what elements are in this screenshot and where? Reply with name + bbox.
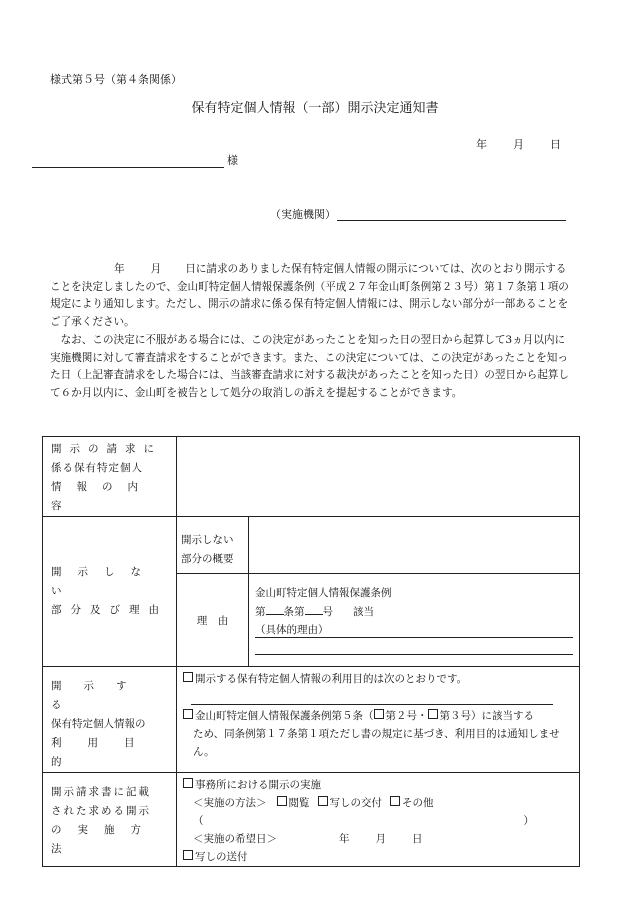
label-undisclosed-summary: 開示しない 部分の概要 [177,517,249,574]
item-3-checkbox[interactable] [428,709,438,719]
specific-reason-line-1[interactable]: （具体的理由） [255,621,573,638]
form-number: 様式第５号（第４条関係） [50,73,182,86]
article-number-blank[interactable] [266,602,284,615]
date-day: 日 [550,138,561,151]
row-request-content [43,437,580,517]
field-reason: 金山町特定個人情報保護条例 第 条第 号 該当 （具体的理由） [249,574,580,667]
viewing-checkbox[interactable] [277,796,287,806]
field-disclosure-method: 事務所における開示の実施 ＜実施の方法＞ 閲覧 写しの交付 その他 （ ） ＜実施の希望日＞ 年 月 日 写しの送付 [177,773,580,867]
office-disclosure-checkbox[interactable] [183,778,193,788]
agency-name-line [337,206,566,221]
addressee-suffix: 様 [227,154,238,167]
issue-date [476,136,561,152]
field-request-content[interactable] [177,437,580,517]
row-usage-purpose [43,667,580,773]
document-title: 保有特定個人情報（一部）開示決定通知書 [191,101,439,116]
other-checkbox[interactable] [390,796,400,806]
notice-paragraph-1: 年 月 日に請求のありました保有特定個人情報の開示については、次のとおり開示することを決定しましたので、金山町特定個人情報保護条例（平成２７年金山町条例第２３号）第１７条第１項の規定により通知します。ただし、開示の請求に係る保有特定個人情報には、開示しない部分が一部あることをご了承ください。 [50,263,569,329]
paragraph-number-blank[interactable] [305,602,323,615]
notice-paragraph-2: なお、この決定に不服がある場合には、この決定があったことを知った日の翌日から起算して3ヵ月以内に実施機関に対して審査請求をすることができます。また、この決定については、この決定があったことを知った日（上記審査請求をした場合には、当該審査請求に対する裁決があったことを知った日）の翌日から起算して６か月以内に、金山町を被告として処分の取消しの訴えを提起することができます。 [50,333,569,399]
purpose-notify-checkbox[interactable] [183,672,193,682]
other-method-field[interactable]: （ ） [193,815,534,827]
purpose-text-line[interactable] [191,688,553,705]
field-usage-purpose: 開示する保有特定個人情報の利用目的は次のとおりです。 金山町特定個人情報保護条例第５条（ 第２号・ 第３号）に該当する ため、同条例第１７条第１項ただし書の規定に基づき、利用目的は通知しません。 [177,667,580,773]
date-year: 年 [476,138,487,151]
item-2-checkbox[interactable] [374,709,384,719]
label-undisclosed: 開示しない 部分及び理由 [43,517,177,667]
label-request-content: 開示の請求に 係る保有特定個人 情報の内容 [43,437,177,517]
purpose-not-notify-checkbox[interactable] [183,709,193,719]
field-undisclosed-summary[interactable] [249,517,580,574]
row-undisclosed-summary [43,517,580,574]
purpose-option-not-notify[interactable]: 金山町特定個人情報保護条例第５条（ 第２号・ 第３号）に該当する [183,707,573,725]
date-month: 月 [513,138,524,151]
disclosure-table [42,436,580,867]
specific-reason-line-2[interactable] [255,638,573,655]
label-reason: 理 由 [177,574,249,667]
label-disclosure-method: 開示請求書に記載 された求める開示 の実施方法 [43,773,177,867]
method-option-mail[interactable]: 写しの送付 [183,848,573,866]
row-disclosure-method [43,773,580,867]
agency-label: （実施機関） [270,208,336,221]
method-option-office[interactable]: 事務所における開示の実施 [183,776,573,794]
notice-body [50,261,570,403]
mail-copy-checkbox[interactable] [183,850,193,860]
purpose-option-notify[interactable]: 開示する保有特定個人情報の利用目的は次のとおりです。 [183,670,573,688]
addressee-name-line [32,153,224,168]
copy-delivery-checkbox[interactable] [318,796,328,806]
label-usage-purpose: 開示する 保有特定個人情報の 利用目的 [43,667,177,773]
